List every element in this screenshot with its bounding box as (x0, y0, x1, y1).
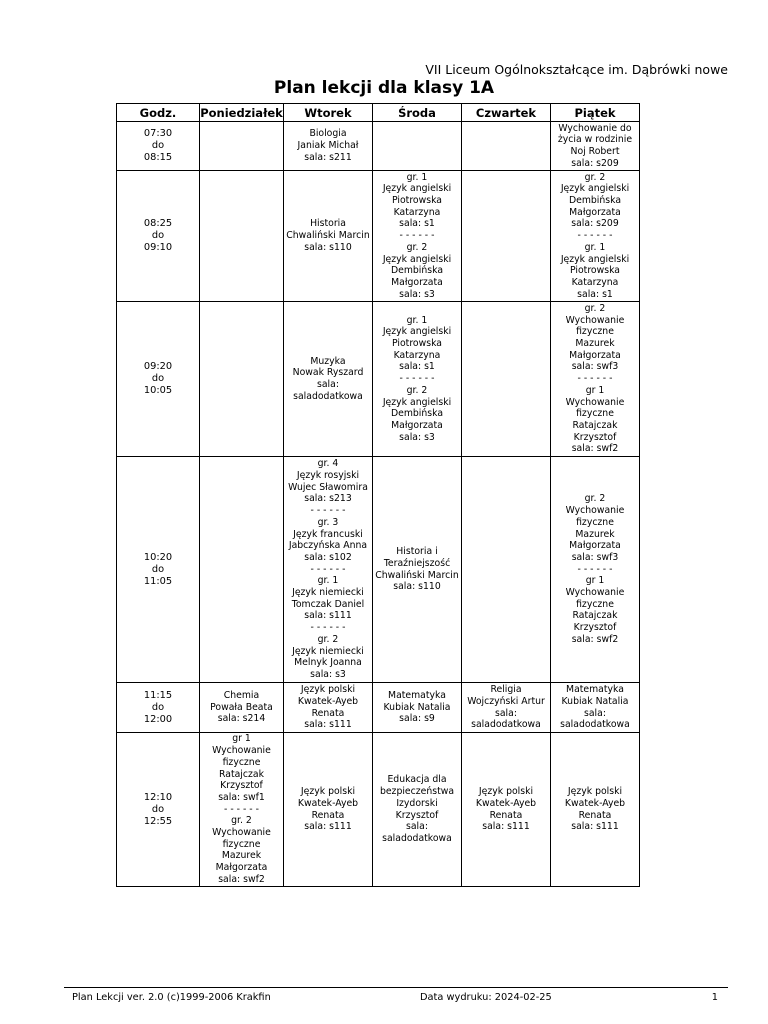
column-header-monday: Poniedziałek (200, 105, 283, 120)
footer-software: Plan Lekcji ver. 2.0 (c)1999-2006 Krakfin (72, 992, 271, 1003)
lesson-cell: gr 1 Wychowanie fizyczne Ratajczak Krzysztof sala: swf1 - - - - - - gr. 2 Wychowanie fizyczne Mazurek Małgorzata sala: swf2 (200, 733, 284, 887)
table-row (117, 683, 640, 733)
lesson-cell: gr. 1 Język angielski Piotrowska Katarzyna sala: s1 - - - - - - gr. 2 Język angielski Dembińska Małgorzata sala: s3 (373, 171, 462, 302)
lesson-cell (200, 171, 284, 302)
lesson-cell: Język polski Kwatek-Ayeb Renata sala: s111 (462, 733, 551, 887)
table-row (117, 122, 640, 171)
column-header-tuesday: Wtorek (284, 104, 373, 122)
table-row (117, 733, 640, 887)
lesson-cell (462, 122, 551, 171)
lesson-cell (200, 302, 284, 457)
timetable (116, 103, 640, 887)
lesson-cell: Język polski Kwatek-Ayeb Renata sala: s111 (551, 733, 640, 887)
lesson-cell (200, 457, 284, 683)
column-header-hour: Godz. (117, 104, 200, 122)
lesson-cell: Język polski Kwatek-Ayeb Renata sala: s111 (284, 733, 373, 887)
lesson-cell: Matematyka Kubiak Natalia sala: s9 (373, 683, 462, 733)
timetable-header-row (117, 104, 640, 122)
footer-page-number: 1 (711, 992, 718, 1003)
school-name: VII Liceum Ogólnokształcące im. Dąbrówki nowe (425, 62, 728, 77)
lesson-cell: Język polski Kwatek-Ayeb Renata sala: s111 (284, 683, 373, 733)
lesson-cell: Matematyka Kubiak Natalia sala: saladodatkowa (551, 683, 640, 733)
lesson-time: 08:25 do 09:10 (117, 171, 200, 302)
lesson-cell: Muzyka Nowak Ryszard sala: saladodatkowa (284, 302, 373, 457)
lesson-cell (462, 171, 551, 302)
footer-divider (64, 987, 728, 988)
column-header-friday: Piątek (551, 104, 640, 122)
lesson-time: 11:15 do 12:00 (117, 683, 200, 733)
lesson-time: 10:20 do 11:05 (117, 457, 200, 683)
page-title: Plan lekcji dla klasy 1A (273, 78, 495, 98)
lesson-cell: Chemia Powała Beata sala: s214 (200, 683, 284, 733)
table-row (117, 457, 640, 683)
lesson-cell: Historia Chwaliński Marcin sala: s110 (284, 171, 373, 302)
lesson-cell: Historia i Teraźniejszość Chwaliński Marcin sala: s110 (373, 457, 462, 683)
lesson-time: 09:20 do 10:05 (117, 302, 200, 457)
lesson-cell: Religia Wojczyński Artur sala: saladodatkowa (462, 683, 551, 733)
lesson-cell: Wychowanie do życia w rodzinie Noj Robert sala: s209 (551, 122, 640, 171)
column-header-wednesday: Środa (373, 104, 462, 122)
lesson-cell: gr. 1 Język angielski Piotrowska Katarzyna sala: s1 - - - - - - gr. 2 Język angielski Dembińska Małgorzata sala: s3 (373, 302, 462, 457)
lesson-cell: Biologia Janiak Michał sala: s211 (284, 122, 373, 171)
lesson-cell: gr. 2 Wychowanie fizyczne Mazurek Małgorzata sala: swf3 - - - - - - gr 1 Wychowanie fizyczne Ratajczak Krzysztof sala: swf2 (551, 302, 640, 457)
lesson-cell: gr. 2 Język angielski Dembińska Małgorzata sala: s209 - - - - - - gr. 1 Język angielski Piotrowska Katarzyna sala: s1 (551, 171, 640, 302)
lesson-cell: Edukacja dla bezpieczeństwa Izydorski Krzysztof sala: saladodatkowa (373, 733, 462, 887)
lesson-cell (462, 302, 551, 457)
footer-print-date: Data wydruku: 2024-02-25 (420, 992, 552, 1003)
column-header-thursday: Czwartek (462, 104, 551, 122)
table-row (117, 302, 640, 457)
lesson-cell (462, 457, 551, 683)
lesson-time: 07:30 do 08:15 (117, 122, 200, 171)
lesson-cell: gr. 2 Wychowanie fizyczne Mazurek Małgorzata sala: swf3 - - - - - - gr 1 Wychowanie fizyczne Ratajczak Krzysztof sala: swf2 (551, 457, 640, 683)
lesson-cell (200, 122, 284, 171)
lesson-cell (373, 122, 462, 171)
table-row (117, 171, 640, 302)
lesson-cell: gr. 4 Język rosyjski Wujec Sławomira sala: s213 - - - - - - gr. 3 Język francuski Jabczyńska Anna sala: s102 - - - - - - gr. 1 Język niemiecki Tomczak Daniel sala: s111 - - - - - - gr. 2 Język niemiecki Melnyk Joanna sala: s3 (284, 457, 373, 683)
lesson-time: 12:10 do 12:55 (117, 733, 200, 887)
